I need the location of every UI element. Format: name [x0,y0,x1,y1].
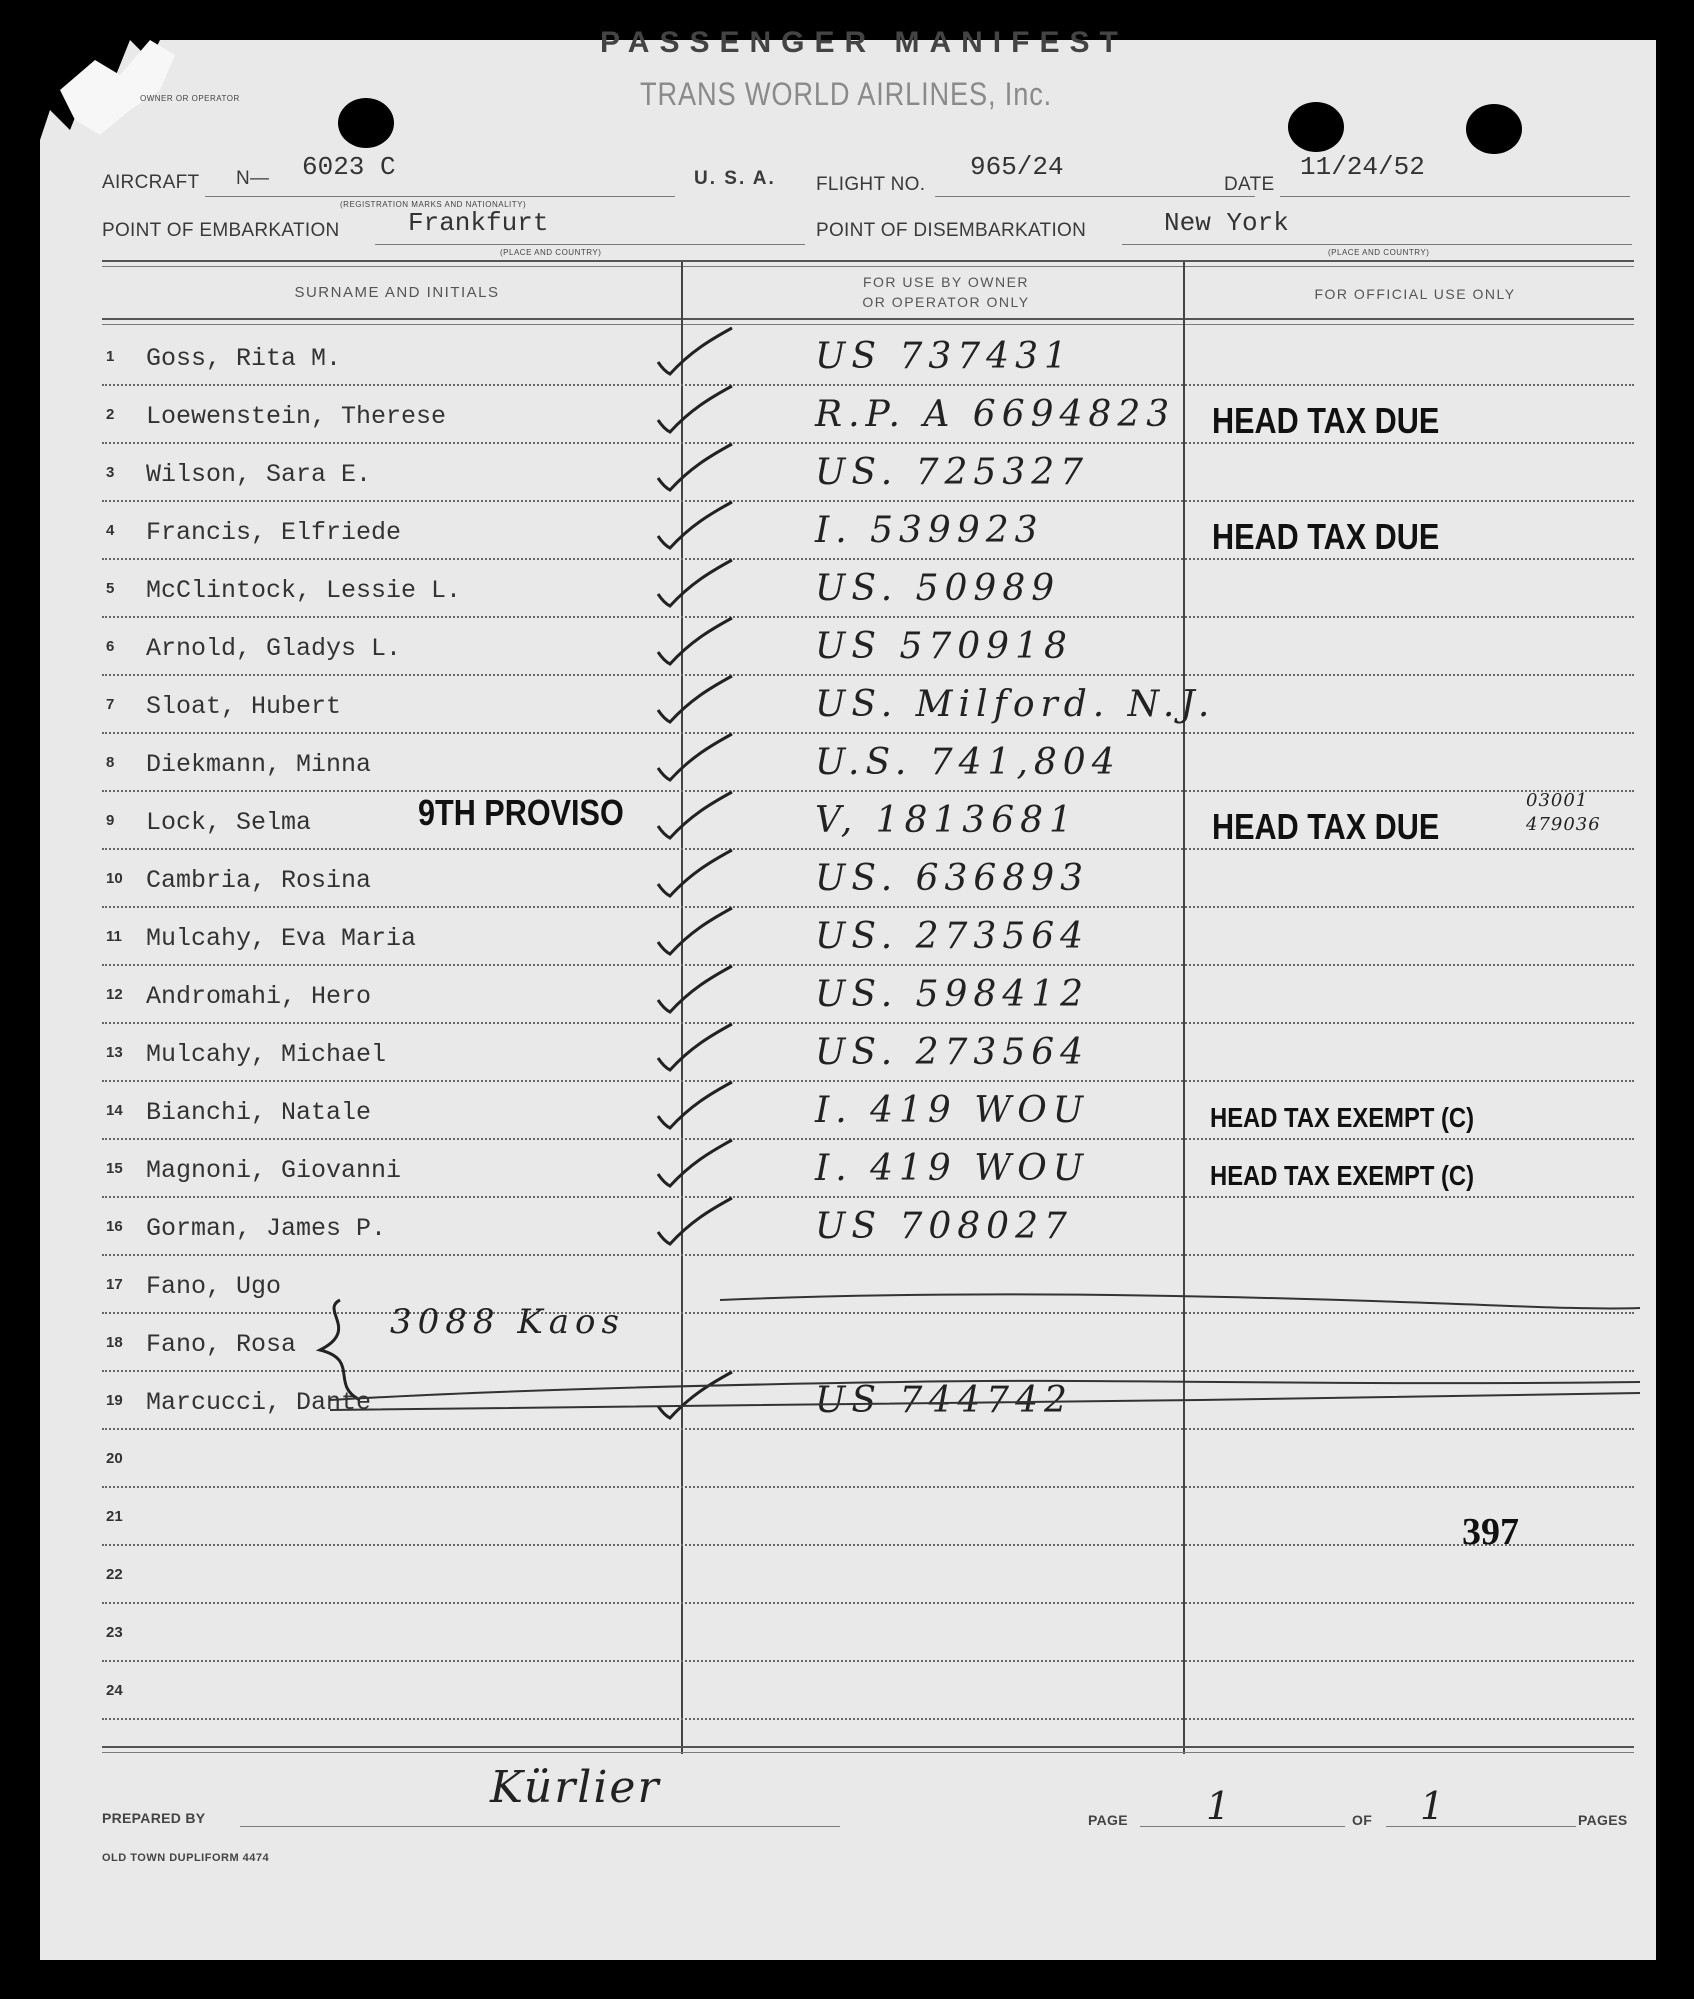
table-row [40,1546,1656,1604]
pages-label: PAGES [1578,1812,1628,1828]
travel-document: US 708027 [815,1206,1073,1247]
passenger-name: Gorman, James P. [146,1214,387,1243]
col-owner-header-1: FOR USE BY OWNER [862,274,1030,290]
passenger-name: Fano, Ugo [146,1272,282,1301]
table-row [40,618,1656,676]
table-row [40,1082,1656,1140]
flight-label: FLIGHT NO. [816,174,926,195]
punch-hole [1466,104,1522,154]
page-stamp: 397 [1462,1511,1519,1553]
passenger-name: McClintock, Lessie L. [146,576,462,605]
row-number: 5 [106,580,115,597]
operator-label: OWNER OR OPERATOR [140,94,240,103]
row-number: 22 [106,1566,123,1583]
usa-label: U. S. A. [694,168,776,189]
page-label: PAGE [1088,1812,1128,1828]
row-number: 17 [106,1276,123,1293]
row-number: 11 [106,928,122,945]
row-number: 4 [106,522,115,539]
passenger-name: Mulcahy, Michael [146,1040,387,1069]
table-row [40,1662,1656,1720]
travel-document: US. 598412 [815,974,1090,1015]
row-number: 3 [106,464,115,481]
check-mark [650,902,740,962]
row-number: 1 [106,348,115,365]
check-mark [650,1076,740,1136]
form-number: OLD TOWN DUPLIFORM 4474 [102,1852,270,1864]
table-row [40,966,1656,1024]
row-number: 12 [106,986,123,1003]
punch-hole [1288,102,1344,152]
table-row [40,850,1656,908]
check-mark [650,322,740,382]
table-row [40,734,1656,792]
row-number: 19 [106,1392,123,1409]
passenger-name: Mulcahy, Eva Maria [146,924,417,953]
aircraft-value: 6023 C [302,152,396,182]
official-stamp: HEAD TAX DUE [1212,806,1440,847]
row-number: 10 [106,870,123,887]
travel-document: US. 636893 [815,858,1090,899]
passenger-name: Magnoni, Giovanni [146,1156,402,1185]
of-value: 1 [1420,1784,1451,1828]
official-stamp: HEAD TAX DUE [1212,400,1440,441]
table-row [40,444,1656,502]
official-stamp: HEAD TAX DUE [1212,516,1440,557]
table-row [40,908,1656,966]
embark-label: POINT OF EMBARKATION [102,220,340,241]
check-mark [650,844,740,904]
date-label: DATE [1224,174,1275,195]
row-number: 9 [106,812,115,829]
table-row [40,560,1656,618]
row-number: 18 [106,1334,123,1351]
scribble-text: 3088 Kaos [390,1302,625,1342]
travel-document: US. Milford. N.J. [815,684,1216,725]
travel-document: I. 539923 [815,510,1044,551]
date-value: 11/24/52 [1300,152,1425,182]
official-stamp: HEAD TAX EXEMPT (C) [1210,1160,1475,1191]
row-number: 13 [106,1044,123,1061]
check-mark [650,554,740,614]
flight-value: 965/24 [970,152,1064,182]
passenger-name: Lock, Selma [146,808,312,837]
aircraft-label: AIRCRAFT [102,172,200,193]
manifest-sheet [40,26,1656,1960]
travel-document: U.S. 741,804 [815,742,1121,783]
of-label: OF [1352,1812,1373,1828]
passenger-name: Loewenstein, Therese [146,402,447,431]
embark-note: (PLACE AND COUNTRY) [500,248,602,257]
check-mark [650,1018,740,1078]
operator-name: TRANS WORLD AIRLINES, Inc. [640,76,1053,112]
travel-document: US. 725327 [815,452,1090,493]
table-row [40,676,1656,734]
col-owner-header-2: OR OPERATOR ONLY [862,294,1030,310]
prepared-by-label: PREPARED BY [102,1810,206,1826]
disembark-label: POINT OF DISEMBARKATION [816,220,1087,241]
torn-corner [0,0,230,170]
row-number: 20 [106,1450,123,1467]
table-row [40,1198,1656,1256]
proviso-stamp: 9TH PROVISO [418,792,624,833]
table-row [40,792,1656,850]
row-number: 23 [106,1624,123,1641]
travel-document: US 570918 [815,626,1073,667]
check-mark [650,1134,740,1194]
disembark-value: New York [1164,208,1289,238]
travel-document: I. 419 WOU [815,1148,1090,1189]
table-row [40,328,1656,386]
table-row [40,1604,1656,1662]
check-mark [650,496,740,556]
table-row [40,1024,1656,1082]
passenger-name: Sloat, Hubert [146,692,342,721]
row-number: 16 [106,1218,123,1235]
row-number: 21 [106,1508,123,1525]
row-number: 15 [106,1160,123,1177]
travel-document: US 744742 [815,1380,1073,1421]
official-note: 03001 [1526,790,1589,811]
travel-document: US. 50989 [815,568,1061,609]
table-row [40,1140,1656,1198]
travel-document: R.P. A 6694823 [815,394,1176,435]
passenger-name: Wilson, Sara E. [146,460,372,489]
row-number: 24 [106,1682,123,1699]
col-surname-header: SURNAME AND INITIALS [294,284,500,301]
prepared-by-signature: Kürlier [490,1762,661,1813]
table-row [40,502,1656,560]
page-value: 1 [1206,1784,1237,1828]
manifest-title: PASSENGER MANIFEST [600,26,1128,59]
col-official-header: FOR OFFICIAL USE ONLY [1314,286,1516,302]
passenger-name: Fano, Rosa [146,1330,297,1359]
passenger-name: Arnold, Gladys L. [146,634,402,663]
disembark-note: (PLACE AND COUNTRY) [1328,248,1430,257]
table-row [40,1488,1656,1546]
row-number: 6 [106,638,115,655]
travel-document: V, 1813681 [815,800,1078,841]
registration-note: (REGISTRATION MARKS AND NATIONALITY) [340,200,527,209]
passenger-name: Marcucci, Dante [146,1388,372,1417]
passenger-name: Andromahi, Hero [146,982,372,1011]
punch-hole [338,98,394,148]
check-mark [650,670,740,730]
travel-document: I. 419 WOU [815,1090,1090,1131]
row-number: 8 [106,754,115,771]
check-mark [650,960,740,1020]
check-mark [650,728,740,788]
passenger-name: Goss, Rita M. [146,344,342,373]
row-number: 14 [106,1102,123,1119]
travel-document: US 737431 [815,336,1073,377]
check-mark [650,1192,740,1252]
travel-document: US. 273564 [815,1032,1090,1073]
embark-value: Frankfurt [408,208,549,238]
row-number: 7 [106,696,115,713]
passenger-name: Bianchi, Natale [146,1098,372,1127]
check-mark [650,786,740,846]
official-note: 479036 [1526,814,1601,835]
table-row [40,386,1656,444]
passenger-name: Francis, Elfriede [146,518,402,547]
passenger-name: Cambria, Rosina [146,866,372,895]
table-row [40,1430,1656,1488]
official-stamp: HEAD TAX EXEMPT (C) [1210,1102,1475,1133]
check-mark [650,612,740,672]
check-mark [650,380,740,440]
aircraft-prefix: N— [236,168,270,189]
check-mark [650,438,740,498]
passenger-name: Diekmann, Minna [146,750,372,779]
row-number: 2 [106,406,115,423]
travel-document: US. 273564 [815,916,1090,957]
